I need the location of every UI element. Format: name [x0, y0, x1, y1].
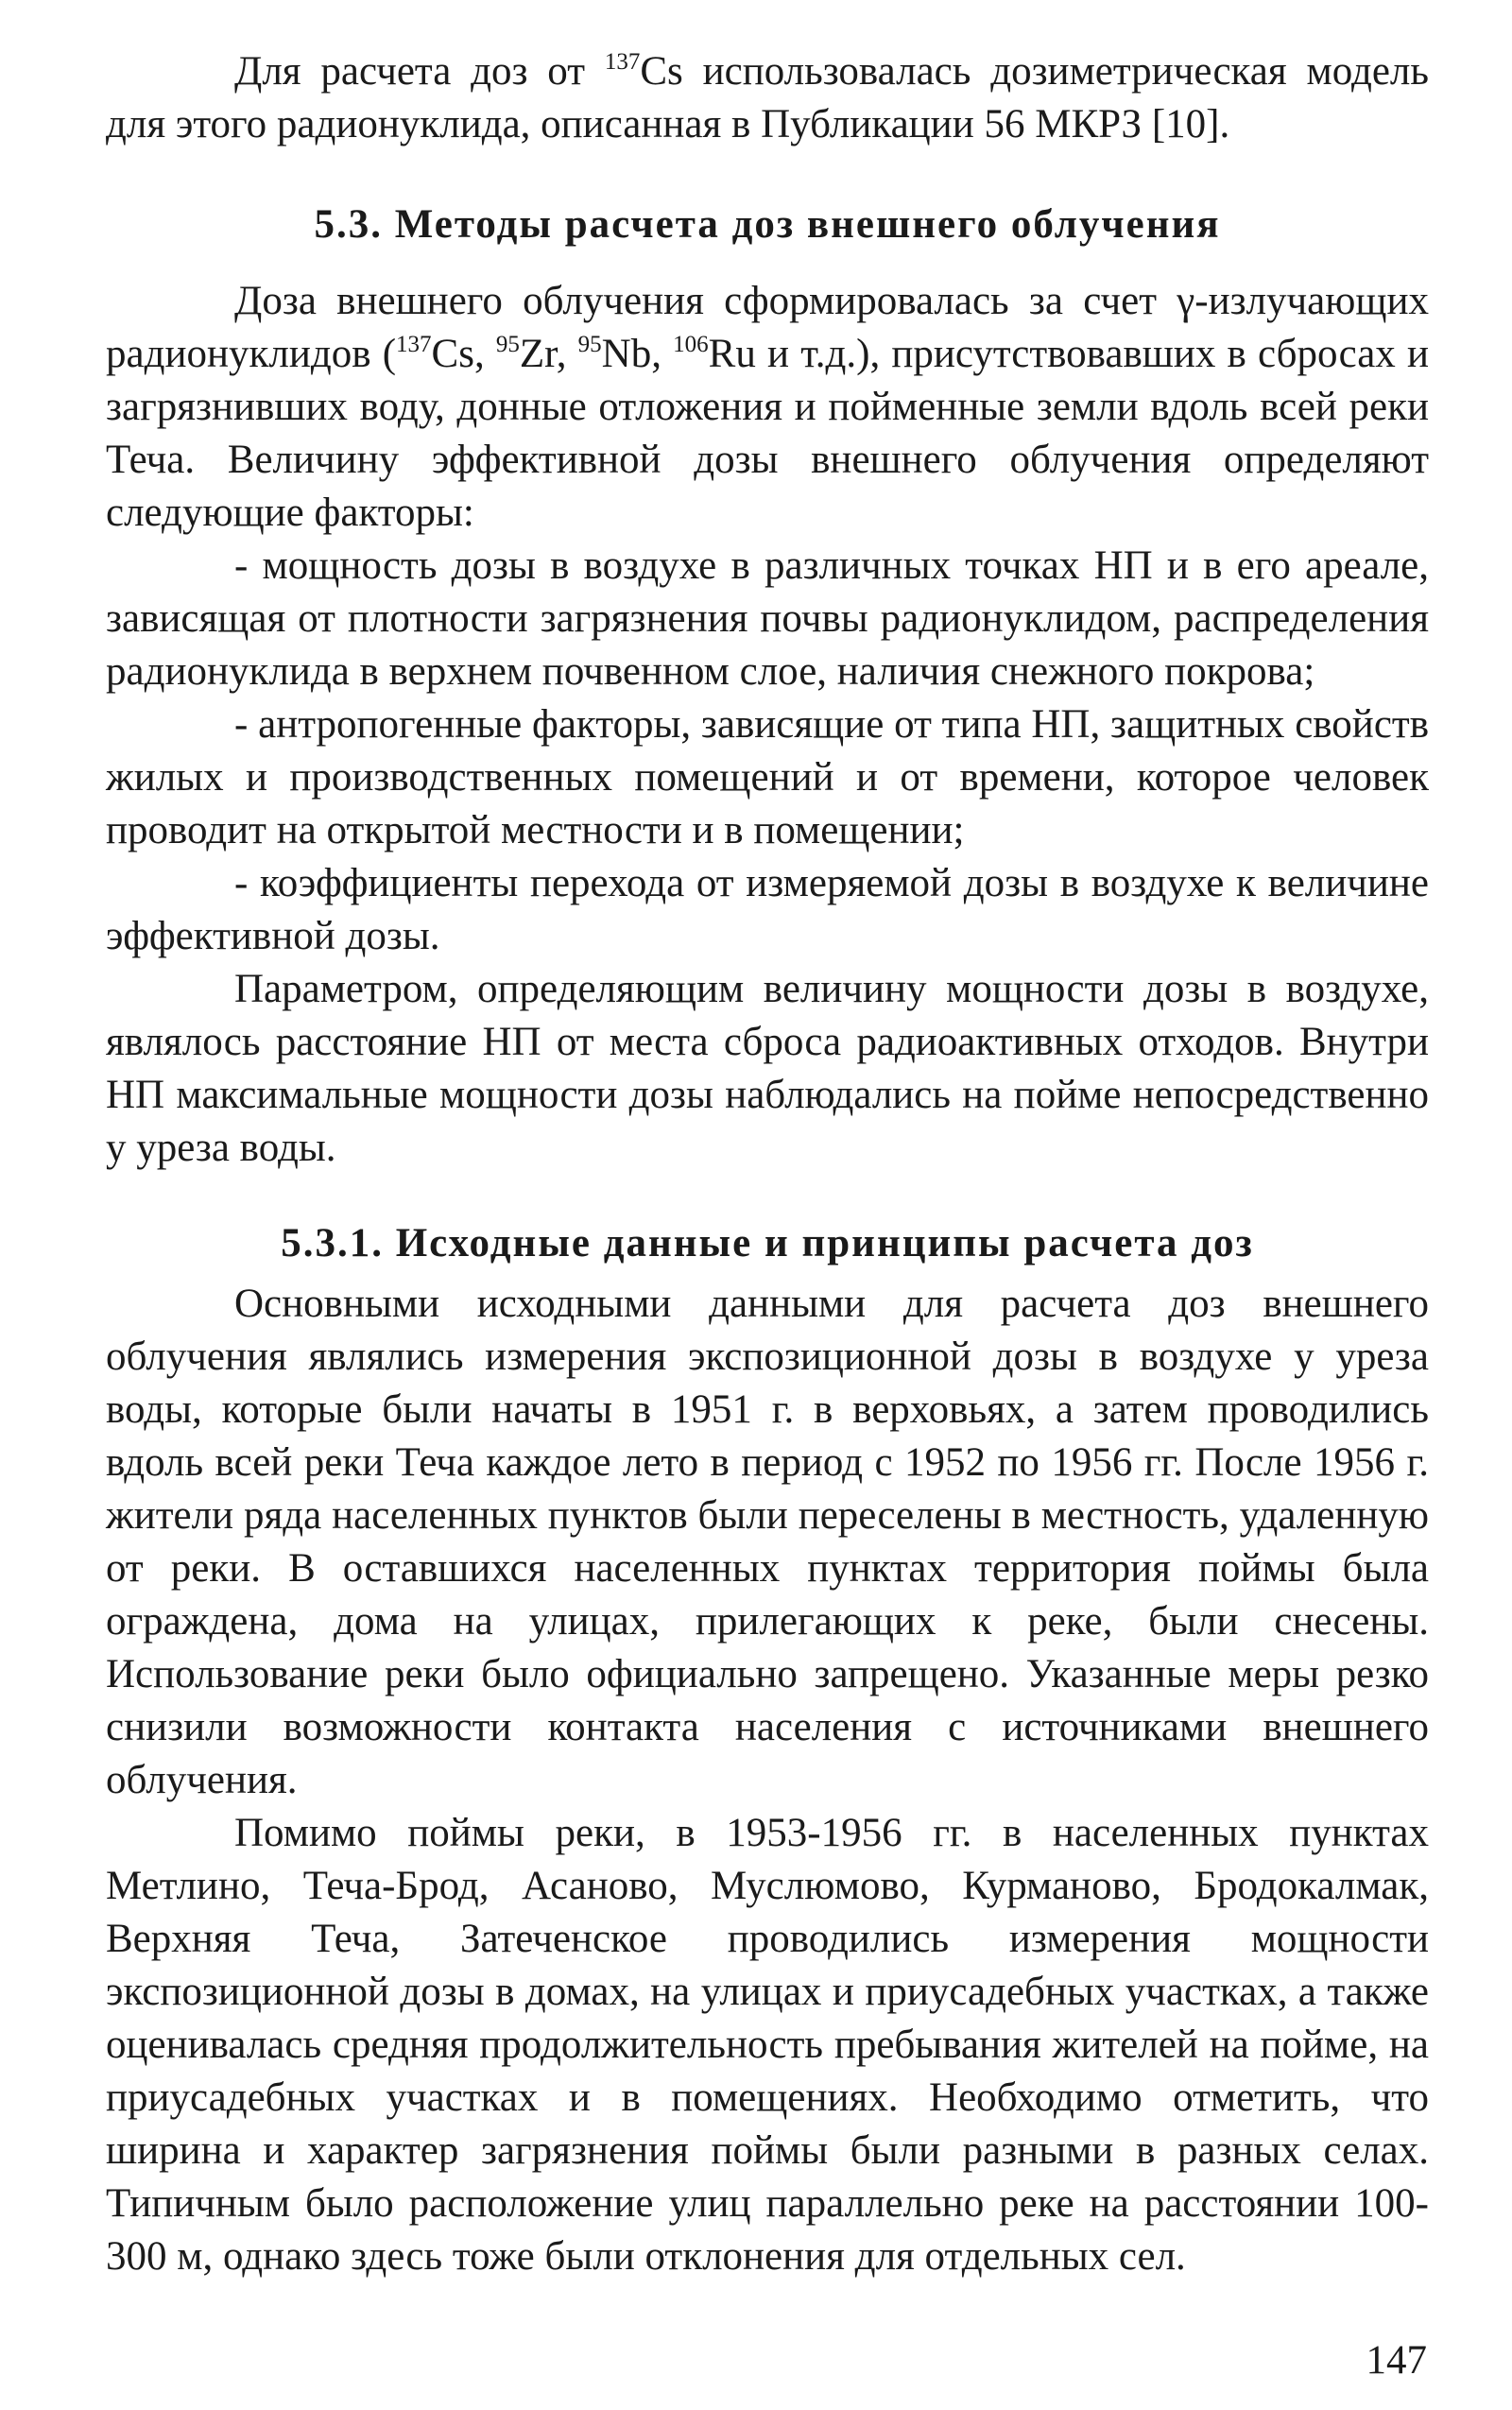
factor-item-conversion-coefficients: - коэффициенты перехода от измеряемой дозы в воздухе к величине эффективной дозы. [106, 861, 1429, 958]
section-5-3-1-paragraph-2: Помимо поймы реки, в 1953-1956 гг. в населенных пунктах Метлино, Теча-Брод, Асаново, Муслюмово, Курманово, Бродокалмак, Верхняя Теча, Затеченское проводились измерения мощности экспозиционной дозы в домах, на улицах и приусадебных участках, а также оценивалась средняя продолжительность пребывания жителей на пойме, на приусадебных участках и в помещениях. Необходимо отметить, что ширина и характер загрязнения поймы были разными в разных селах. Типичным было расположение улиц параллельно реке на расстоянии 100-300 м, однако здесь тоже были отклонения для отдельных сел. [106, 1811, 1429, 2279]
factor-item-dose-rate: - мощность дозы в воздухе в различных точках НП и в его ареале, зависящая от плотности загрязнения почвы радионуклидом, распределения радионуклида в верхнем почвенном слое, наличия снежного покрова; [106, 543, 1429, 694]
isotope-mass-number: 95 [577, 332, 602, 357]
page-number: 147 [1366, 2338, 1427, 2383]
isotope-mass-number: 106 [673, 332, 709, 357]
isotope-mass-number: 137 [396, 332, 432, 357]
isotope-mass-number: 95 [495, 332, 520, 357]
section-5-3-heading: 5.3. Методы расчета доз внешнего облучения [314, 202, 1221, 247]
isotope-mass-number: 137 [604, 49, 641, 75]
section-5-3-paragraph-1: Доза внешнего облучения сформировалась за счет γ-излучающих радионуклидов ($^{137}$Cs, $^{95}$Zr, $^{95}$Nb, $^{106}$Ru и т.д.), присутствовавших в сбросах и загрязнивших воду, донные отложения и пойменные земли вдоль всей реки Теча. Величину эффективной дозы внешнего облучения определяют следующие факторы: [106, 279, 1429, 535]
intro-paragraph: Для расчета доз от $^{137}$Cs использовалась дозиметрическая модель для этого радионуклида, описанная в Публикации 56 МКРЗ [10]. [106, 49, 1429, 146]
page-body [106, 45, 1429, 2283]
factor-item-anthropogenic: - антропогенные факторы, зависящие от типа НП, защитных свойств жилых и производственных помещений и от времени, которое человек проводит на открытой местности и в помещении; [106, 702, 1429, 852]
section-5-3-paragraph-2: Параметром, определяющим величину мощности дозы в воздухе, являлось расстояние НП от места сброса радиоактивных отходов. Внутри НП максимальные мощности дозы наблюдались на пойме непосредственно у уреза воды. [106, 967, 1429, 1170]
section-5-3-1-heading: 5.3.1. Исходные данные и принципы расчета доз [281, 1221, 1254, 1265]
section-5-3-1-paragraph-1: Основными исходными данными для расчета доз внешнего облучения являлись измерения экспозиционной дозы в воздухе у уреза воды, которые были начаты в 1951 г. в верховьях, а затем проводились вдоль всей реки Теча каждое лето в период с 1952 по 1956 гг. После 1956 г. жители ряда населенных пунктов были переселены в местность, удаленную от реки. В оставшихся населенных пунктах территория поймы была ограждена, дома на улицах, прилегающих к реке, были снесены. Использование реки было официально запрещено. Указанные меры резко снизили возможности контакта населения с источниками внешнего облучения. [106, 1282, 1429, 1802]
